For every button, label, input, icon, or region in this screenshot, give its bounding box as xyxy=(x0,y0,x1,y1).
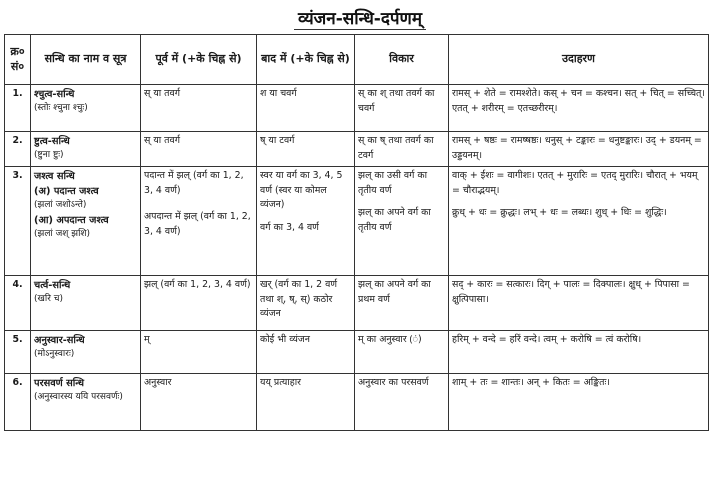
after-cell: श या चवर्ग xyxy=(257,85,355,132)
change-cell: स् का ष् तथा तवर्ग का टवर्ग xyxy=(355,132,449,167)
row-number: 5. xyxy=(5,331,31,374)
sandhi-name-cell xyxy=(31,167,141,276)
sandhi-sutra: (स्तोः श्चुना श्चुः) xyxy=(34,103,88,114)
sandhi-sutra: (ष्टुना ष्टुः) xyxy=(34,150,64,161)
example-cell: रामस् + शेते = रामश्शेते। कस् + चन = कश्चन। सत् + चित् = सच्चित्। एतत् + शरीरम् = एतच्छरीरम्। xyxy=(449,85,709,132)
table-row xyxy=(5,132,709,167)
sandhi-subtype-1: (अ) पदान्त जश्त्व xyxy=(34,186,99,198)
table-row xyxy=(5,85,709,132)
example-cell: रामस् + षष्ठः = रामष्षष्ठः। धनुस् + टङ्कारः = धनुष्टङ्कारः। उद् + डयनम् = उड्डयनम्। xyxy=(449,132,709,167)
table-row xyxy=(5,331,709,374)
before-cell: स् या तवर्ग xyxy=(141,85,257,132)
before-cell: झल् (वर्ग का 1, 2, 3, 4 वर्ण) xyxy=(141,276,257,331)
table-row xyxy=(5,167,709,276)
after-padanta: स्वर या वर्ग का 3, 4, 5 वर्ण (स्वर या कोमल व्यंजन) xyxy=(260,170,343,211)
change-cell: स् का श् तथा तवर्ग का चवर्ग xyxy=(355,85,449,132)
sandhi-name-cell xyxy=(31,374,141,431)
header-example: उदाहरण xyxy=(449,35,709,85)
sandhi-name: परसवर्ण सन्धि xyxy=(34,378,85,389)
before-padanta: पदान्त में झल् (वर्ग का 1, 2, 3, 4 वर्ण) xyxy=(144,170,244,196)
change-cell: अनुस्वार का परसवर्ण xyxy=(355,374,449,431)
row-number: 6. xyxy=(5,374,31,431)
table-row xyxy=(5,374,709,431)
sandhi-name: जश्त्व सन्धि xyxy=(34,171,75,182)
header-before: पूर्व में (+के चिह्न से) xyxy=(141,35,257,85)
after-cell: ष् या टवर्ग xyxy=(257,132,355,167)
before-cell: म् xyxy=(141,331,257,374)
sandhi-name-cell xyxy=(31,85,141,132)
sandhi-name: अनुस्वार-सन्धि xyxy=(34,335,85,346)
example-cell xyxy=(449,167,709,276)
sandhi-name-cell xyxy=(31,276,141,331)
row-number: 2. xyxy=(5,132,31,167)
row-number: 3. xyxy=(5,167,31,276)
row-number: 1. xyxy=(5,85,31,132)
change-cell xyxy=(355,167,449,276)
example-padanta: वाक् + ईशः = वागीशः। एतत् + मुरारिः = एतद् मुरारिः। चौरात् + भयम् = चौराद्भयम्। xyxy=(452,170,698,196)
change-cell: झल् का अपने वर्ग का प्रथम वर्ण xyxy=(355,276,449,331)
header-sno: क्र० सं० xyxy=(5,35,31,85)
sandhi-sutra: (खरि च) xyxy=(34,294,63,305)
sandhi-name-cell xyxy=(31,331,141,374)
sandhi-sutra-2: (झलां जश् झशि) xyxy=(34,229,91,240)
before-cell xyxy=(141,167,257,276)
before-cell: स् या तवर्ग xyxy=(141,132,257,167)
sandhi-sutra: (अनुस्वारस्य ययि परसवर्णः) xyxy=(34,392,123,403)
sandhi-name: श्चुत्व-सन्धि xyxy=(34,89,75,100)
sandhi-sutra: (मोऽनुस्वारः) xyxy=(34,349,75,360)
example-cell: शाम् + तः = शान्तः। अन् + कितः = अङ्कितः। xyxy=(449,374,709,431)
header-name: सन्धि का नाम व सूत्र xyxy=(31,35,141,85)
change-apadanta: झल् का अपने वर्ग का तृतीय वर्ण xyxy=(358,207,431,233)
after-cell xyxy=(257,167,355,276)
sandhi-name: ष्टुत्व-सन्धि xyxy=(34,136,70,147)
table-row xyxy=(5,276,709,331)
after-cell: खर् (वर्ग का 1, 2 वर्ण तथा श्, ष्, स्) कठोर व्यंजन xyxy=(257,276,355,331)
change-cell: म् का अनुस्वार (ं) xyxy=(355,331,449,374)
after-cell: यय् प्रत्याहार xyxy=(257,374,355,431)
sandhi-sutra-1: (झलां जशोऽन्ते) xyxy=(34,200,87,211)
sandhi-name-cell xyxy=(31,132,141,167)
header-after: बाद में (+के चिह्न से) xyxy=(257,35,355,85)
sandhi-table xyxy=(4,34,709,431)
sandhi-name: चर्त्व-सन्धि xyxy=(34,280,71,291)
example-cell: हरिम् + वन्दे = हरिं वन्दे। त्वम् + करोषि = त्वं करोषि। xyxy=(449,331,709,374)
before-cell: अनुस्वार xyxy=(141,374,257,431)
before-apadanta: अपदान्त में झल् (वर्ग का 1, 2, 3, 4 वर्ण) xyxy=(144,211,251,237)
after-cell: कोई भी व्यंजन xyxy=(257,331,355,374)
after-apadanta: वर्ग का 3, 4 वर्ण xyxy=(260,221,319,233)
sandhi-subtype-2: (आ) अपदान्त जश्त्व xyxy=(34,215,109,227)
example-cell: सद् + कारः = सत्कारः। दिग् + पालः = दिक्पालः। क्षुध् + पिपासा = क्षुत्पिपासा। xyxy=(449,276,709,331)
row-number: 4. xyxy=(5,276,31,331)
example-apadanta: क्रुध् + धः = क्रुद्धः। लभ् + धः = लब्धः। शुध् + धिः = शुद्धिः। xyxy=(452,207,667,219)
header-change: विकार xyxy=(355,35,449,85)
page-title: व्यंजन-सन्धि-दर्पणम् xyxy=(0,6,720,29)
header-row xyxy=(5,35,709,85)
change-padanta: झल् का उसी वर्ग का तृतीय वर्ण xyxy=(358,170,428,196)
